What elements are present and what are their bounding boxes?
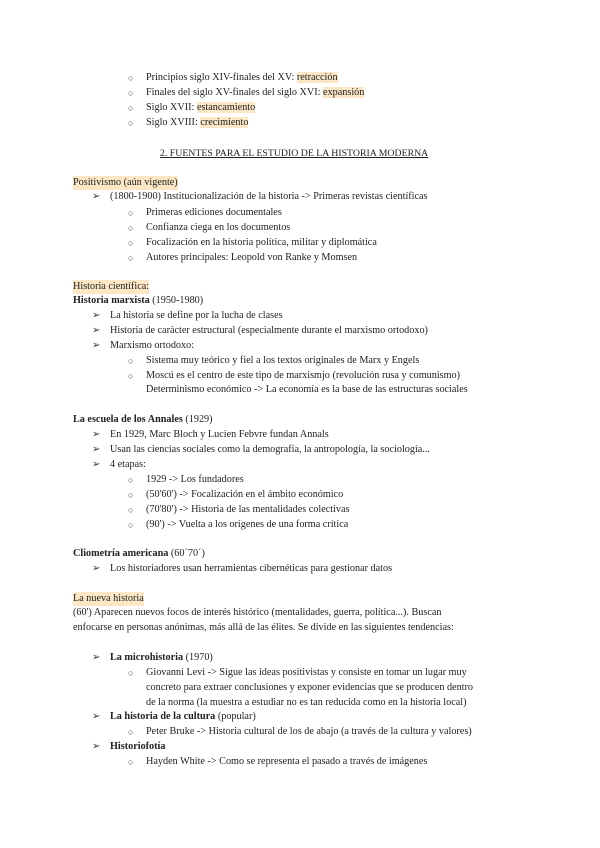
top-list-item: Siglo XVIII: crecimiento	[146, 117, 249, 128]
bullet-arrow-icon: ➢	[92, 191, 101, 202]
sub-list-item: Confianza ciega en los documentos	[146, 222, 291, 233]
sub-list-item: (70'80') -> Historia de las mentalidades colectivas	[146, 504, 350, 515]
sub-list-continuation: de la norma (la muestra a estudiar no es tan reducida como en la historia local)	[146, 697, 467, 708]
bullet-circle-icon: ○	[128, 73, 134, 83]
bullet-arrow-icon: ➢	[92, 444, 101, 455]
microhistoria-title: La microhistoria (1970)	[110, 652, 213, 663]
arrow-list-item: 4 etapas:	[110, 459, 146, 470]
arrow-list-item: En 1929, Marc Bloch y Lucien Febvre fundan Annals	[110, 429, 329, 440]
bullet-circle-icon: ○	[128, 371, 134, 381]
sub-list-continuation: concreto para extraer conclusiones y exponer evidencias que se producen dentro	[146, 682, 473, 693]
bullet-arrow-icon: ➢	[92, 429, 101, 440]
bullet-circle-icon: ○	[128, 208, 134, 218]
arrow-list-item: Usan las ciencias sociales como la demografía, la antropología, la sociología...	[110, 444, 430, 455]
bullet-circle-icon: ○	[128, 668, 134, 678]
arrow-list-item: Historia de carácter estructural (especialmente durante el marxismo ortodoxo)	[110, 325, 428, 336]
sub-list-item: Peter Bruke -> Historia cultural de los de abajo (a través de la cultura y valores)	[146, 726, 472, 737]
bullet-arrow-icon: ➢	[92, 741, 101, 752]
bullet-arrow-icon: ➢	[92, 563, 101, 574]
historia-cientifica-heading: Historia científica:	[73, 281, 150, 292]
bullet-circle-icon: ○	[128, 727, 134, 737]
bullet-arrow-icon: ➢	[92, 310, 101, 321]
bullet-circle-icon: ○	[128, 253, 134, 263]
bullet-circle-icon: ○	[128, 223, 134, 233]
historia-marxista-title: Historia marxista (1950-1980)	[73, 295, 204, 306]
top-list-item: Principios siglo XIV-finales del XV: retracción	[146, 72, 338, 83]
annales-title: La escuela de los Annales (1929)	[73, 414, 213, 425]
bullet-arrow-icon: ➢	[92, 325, 101, 336]
paragraph-line: enfocarse en personas anónimas, más allá de las élites. Se divide en las siguientes tendencias:	[73, 622, 454, 633]
historiofotia-title: Historiofotía	[110, 741, 166, 752]
sub-list-item: Hayden White -> Como se representa el pasado a través de imágenes	[146, 756, 428, 767]
bullet-arrow-icon: ➢	[92, 711, 101, 722]
paragraph-line: (60') Aparecen nuevos focos de interés histórico (mentalidades, guerra, política...). Buscan	[73, 607, 442, 618]
sub-list-item: Autores principales: Leopold von Ranke y Momsen	[146, 252, 358, 263]
bullet-circle-icon: ○	[128, 238, 134, 248]
bullet-circle-icon: ○	[128, 103, 134, 113]
bullet-circle-icon: ○	[128, 757, 134, 767]
sub-list-item: Giovanni Levi -> Sigue las ideas positivistas y consiste en tomar un lugar muy	[146, 667, 467, 678]
section-title: 2. FUENTES PARA EL ESTUDIO DE LA HISTORIA MODERNA	[160, 148, 429, 159]
sub-list-item: 1929 -> Los fundadores	[146, 474, 244, 485]
bullet-circle-icon: ○	[128, 88, 134, 98]
nueva-historia-heading: La nueva historia	[73, 593, 144, 604]
bullet-arrow-icon: ➢	[92, 459, 101, 470]
arrow-list-item: La historia se define por la lucha de clases	[110, 310, 283, 321]
bullet-circle-icon: ○	[128, 505, 134, 515]
positivismo-heading: Positivismo (aún vigente)	[73, 177, 178, 188]
sub-list-item: (50'60') -> Focalización en el ámbito económico	[146, 489, 344, 500]
bullet-arrow-icon: ➢	[92, 340, 101, 351]
bullet-circle-icon: ○	[128, 475, 134, 485]
cultura-title: La historia de la cultura (popular)	[110, 711, 256, 722]
top-list-item: Siglo XVII: estancamiento	[146, 102, 256, 113]
bullet-circle-icon: ○	[128, 356, 134, 366]
sub-list-item: (90') -> Vuelta a los orígenes de una forma crítica	[146, 519, 349, 530]
sub-list-item: Primeras ediciones documentales	[146, 207, 282, 218]
sub-list-item: Focalización en la historia política, militar y diplomática	[146, 237, 377, 248]
bullet-arrow-icon: ➢	[92, 652, 101, 663]
sub-list-item: Sistema muy teórico y fiel a los textos originales de Marx y Engels	[146, 355, 420, 366]
arrow-list-item: Los historiadores usan herramientas cibernéticas para gestionar datos	[110, 563, 393, 574]
bullet-circle-icon: ○	[128, 118, 134, 128]
arrow-list-item: Marxismo ortodoxo:	[110, 340, 195, 351]
bullet-circle-icon: ○	[128, 490, 134, 500]
cliometria-title: Cliometría americana (60´70´)	[73, 548, 205, 559]
bullet-circle-icon: ○	[128, 520, 134, 530]
arrow-list-item: (1800-1900) Institucionalización de la historia -> Primeras revistas científicas	[110, 191, 428, 202]
top-list-item: Finales del siglo XV-finales del siglo XVI: expansión	[146, 87, 365, 98]
sub-list-continuation: Determinismo económico -> La economía es la base de las estructuras sociales	[146, 384, 468, 395]
sub-list-item: Moscú es el centro de este tipo de marxismjo (revolución rusa y comunismo)	[146, 370, 461, 381]
